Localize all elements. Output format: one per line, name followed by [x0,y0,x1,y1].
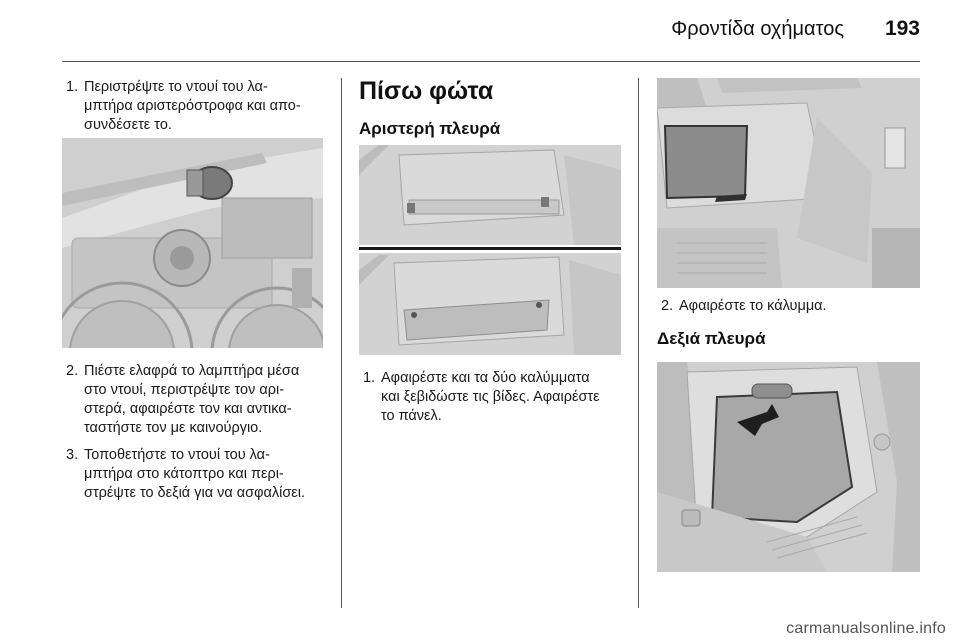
section-heading-rear-lights: Πίσω φώτα [359,77,494,105]
step-number: 2. [66,363,79,379]
step-text-line: στερά, αφαιρέστε τον και αντικα- [84,401,292,417]
right-side-panel-illustration [657,362,920,572]
step-2-replace-bulb [62,362,334,438]
step-text-line: στρέψτε το δεξιά για να ασφαλίσει. [84,485,306,501]
right-column-mid [657,297,927,350]
left-side-cover-drawing [657,78,920,288]
step-text-line: Αφαιρέστε το κάλυμμα. [679,298,827,314]
step-text-line: Πιέστε ελαφρά το λαμπτήρα μέσα [84,363,300,379]
left-side-panel-drawing [359,145,621,355]
subheading-right-side: Δεξιά πλευρά [657,329,766,348]
subheading-left-side: Αριστερή πλευρά [359,119,501,138]
column-divider-right [638,78,639,608]
watermark-text: carmanualsonline.info [786,620,946,637]
step-text-line: ταστήστε τον με καινούργιο. [84,420,263,436]
step-2-remove-cover [657,297,927,316]
header-divider [62,61,920,62]
step-text-line: μπτήρα αριστερόστροφα και απο- [84,98,301,114]
step-text-line: μπτήρα στο κάτοπτρο και περι- [84,466,284,482]
step-number: 2. [661,298,674,314]
step-text-line: στο ντουί, περιστρέψτε τον αρι- [84,382,285,398]
middle-column [359,76,629,140]
step-text-line: συνδέσετε το. [84,117,172,133]
section-title: Φροντίδα οχήματος [671,18,844,40]
left-side-cover-illustration [657,78,920,288]
step-number: 3. [66,447,79,463]
column-divider-left [341,78,342,608]
step-number: 1. [363,370,376,386]
left-side-panel-illustration [359,145,621,355]
step-number: 1. [66,79,79,95]
page-header [0,0,960,62]
page-number: 193 [884,17,920,40]
step-1-bulb-socket [62,78,330,135]
right-side-panel-drawing [657,362,920,572]
step-text-line: Περιστρέψτε το ντουί του λα- [84,79,268,95]
step-1-remove-covers [359,369,634,426]
step-text-line: και ξεβιδώστε τις βίδες. Αφαιρέστε [381,389,600,405]
step-text-line: Τοποθετήστε το ντουί του λα- [84,447,270,463]
step-3-refit-socket [62,446,334,503]
step-text-line: Αφαιρέστε και τα δύο καλύμματα [381,370,590,386]
left-column-lower [62,362,334,503]
headlamp-bulb-drawing [62,138,323,348]
step-text-line: το πάνελ. [381,408,442,424]
headlamp-bulb-illustration [62,138,323,348]
middle-column-lower [359,369,634,426]
left-column [62,78,330,135]
